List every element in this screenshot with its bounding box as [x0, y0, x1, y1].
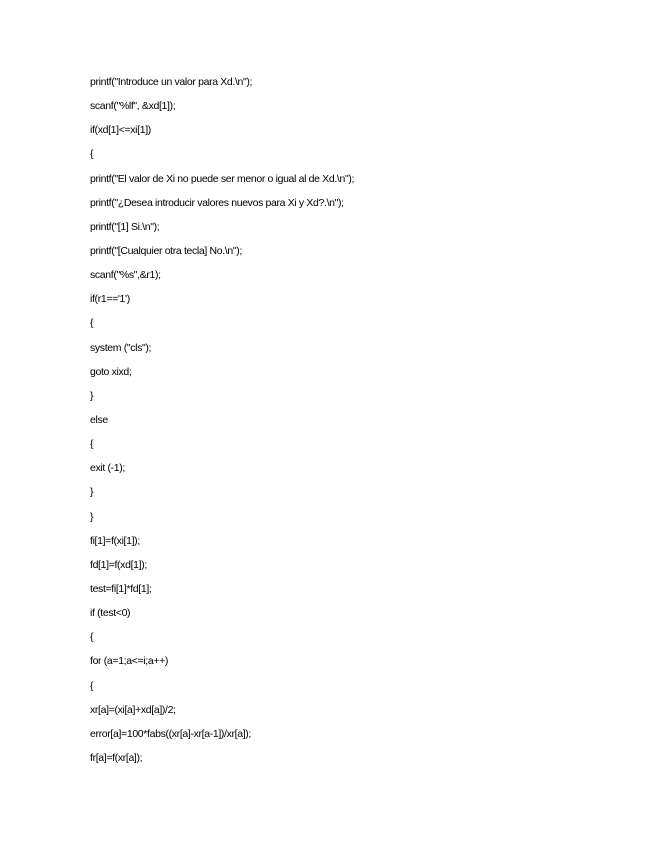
code-line: {: [90, 631, 94, 644]
code-line: {: [90, 438, 94, 451]
code-line: if (test<0): [90, 607, 131, 620]
code-line: printf("¿Desea introducir valores nuevos para Xi y Xd?.\n");: [90, 196, 344, 209]
code-line: }: [90, 486, 94, 499]
code-line: exit (-1);: [90, 462, 126, 475]
code-line: }: [90, 510, 94, 523]
code-line: fd[1]=f(xd[1]);: [90, 558, 147, 571]
code-line: test=fi[1]*fd[1];: [90, 582, 152, 595]
code-line: if(xd[1]<=xi[1]): [90, 124, 151, 137]
code-line: else: [90, 413, 108, 426]
code-line: }: [90, 389, 94, 402]
code-line: system ("cls");: [90, 341, 152, 354]
code-line: xr[a]=(xi[a]+xd[a])/2;: [90, 703, 176, 716]
code-line: {: [90, 148, 94, 161]
code-line: {: [90, 317, 94, 330]
code-line: if(r1=='1'): [90, 293, 130, 306]
code-line: goto xixd;: [90, 365, 132, 378]
code-line: scanf("%s",&r1);: [90, 269, 161, 282]
code-line: scanf("%lf", &xd[1]);: [90, 100, 176, 113]
code-line: for (a=1;a<=i;a++): [90, 655, 169, 668]
code-line: printf("Introduce un valor para Xd.\n");: [90, 76, 253, 88]
code-line: fi[1]=f(xi[1]);: [90, 534, 140, 547]
code-line: printf("[1] Si.\n");: [90, 220, 160, 233]
code-line: error[a]=100*fabs((xr[a]-xr[a-1])/xr[a]);: [90, 727, 251, 740]
code-line: printf("El valor de Xi no puede ser menor o igual al de Xd.\n");: [90, 172, 355, 185]
code-line: printf("[Cualquier otra tecla] No.\n");: [90, 244, 242, 257]
code-line: fr[a]=f(xr[a]);: [90, 751, 143, 764]
code-line: {: [90, 679, 94, 692]
code-listing: [90, 74, 354, 774]
